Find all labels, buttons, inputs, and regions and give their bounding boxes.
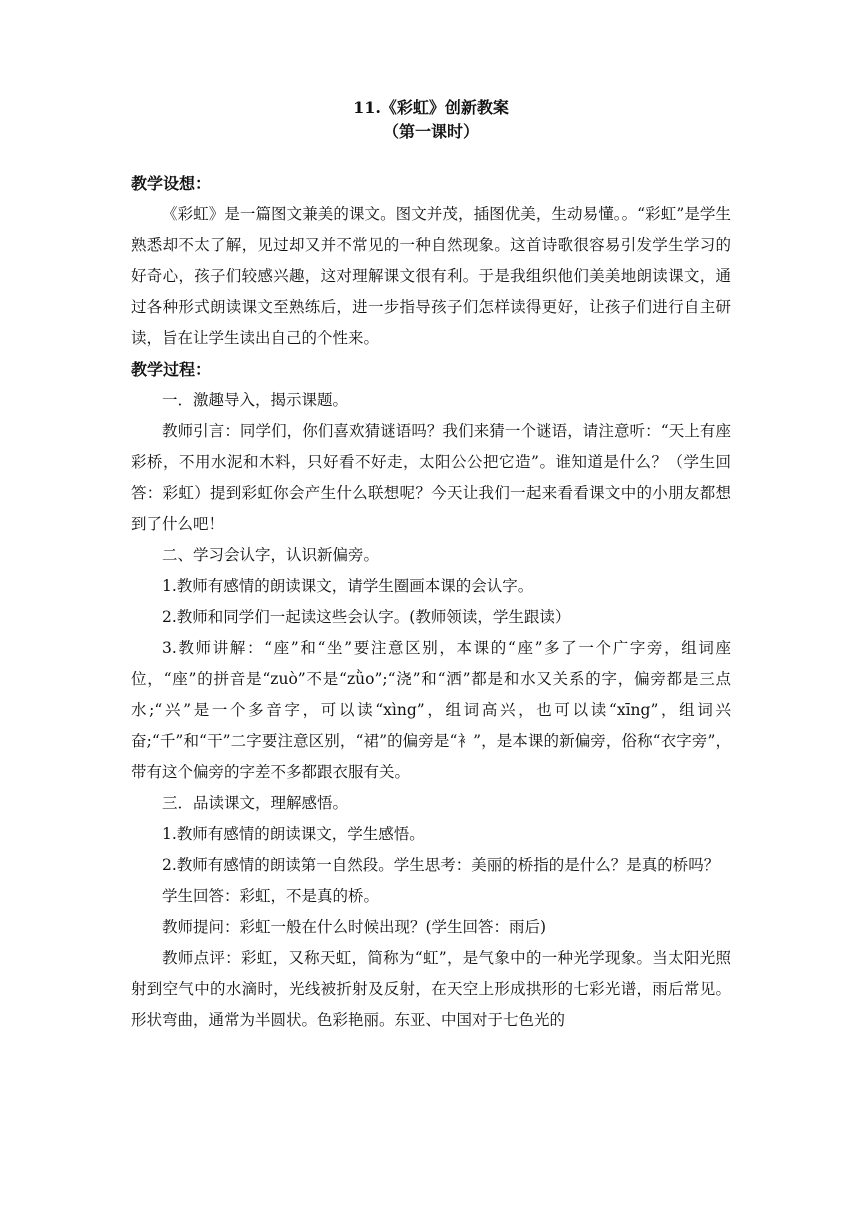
intro-paragraph: 《彩虹》是一篇图文兼美的课文。图文并茂，插图优美，生动易懂。。“彩虹”是学生熟悉却不太了解，见过却又并不常见的一种自然现象。这首诗歌很容易引发学生学习的好奇心，孩子们较感兴趣，这对理解课文很有利。于是我组织他们美美地朗读课文，通过各种形式朗读课文至熟练后，进一步指导孩子们怎样读得更好，让孩子们进行自主研读，旨在让学生读出自己的个性来。 xyxy=(131,205,731,347)
process-paragraph: 教师点评：彩虹，又称天虹，简称为“虹”，是气象中的一种光学现象。当太阳光照射到空气中的水滴时，光线被折射及反射，在天空上形成拱形的七彩光谱，雨后常见。形状弯曲，通常为半圆状。色彩艳丽。东亚、中国对于七色光的 xyxy=(131,949,731,1029)
process-paragraph: 1.教师有感情的朗读课文，学生感悟。 xyxy=(162,825,425,843)
process-paragraph: 2.教师有感情的朗读第一自然段。学生思考：美丽的桥指的是什么？是真的桥吗？ xyxy=(162,856,720,874)
process-paragraph: 3.教师讲解：“座”和“坐”要注意区别，本课的“座”多了一个广字旁，组词座位，“座”的拼音是“zuò”不是“zǜo”;“浇”和“洒”都是和水又关系的字，偏旁都是三点水;“兴”是一个多音字，可以读“xìng”，组词高兴，也可以读“xīng”，组词兴奋;“千”和“干”二字要注意区别，“裙”的偏旁是“衤”，是本课的新偏旁，俗称“衣字旁”，带有这个偏旁的字差不多都跟衣服有关。 xyxy=(131,639,731,781)
process-paragraph: 一．激趣导入，揭示课题。 xyxy=(162,391,349,409)
process-paragraph: 三．品读课文，理解感悟。 xyxy=(162,794,349,812)
document-title: 11.《彩虹》创新教案 xyxy=(353,98,509,117)
process-paragraph: 1.教师有感情的朗读课文，请学生圈画本课的会认字。 xyxy=(162,577,534,595)
process-paragraph: 教师引言：同学们，你们喜欢猜谜语吗？我们来猜一个谜语，请注意听：“天上有座彩桥，不用水泥和木料，只好看不好走，太阳公公把它造”。谁知道是什么？（学生回答：彩虹）提到彩虹你会产生什么联想呢？今天让我们一起来看看课文中的小朋友都想到了什么吧！ xyxy=(131,422,731,533)
process-paragraph: 2.教师和同学们一起读这些会认字。(教师领读，学生跟读） xyxy=(162,608,571,626)
section-heading-teaching-idea: 教学设想： xyxy=(131,174,212,193)
process-paragraph: 学生回答：彩虹，不是真的桥。 xyxy=(162,887,380,905)
process-paragraph: 教师提问：彩虹一般在什么时候出现？(学生回答：雨后) xyxy=(162,918,547,936)
section-heading-teaching-process: 教学过程： xyxy=(131,360,212,379)
document-body xyxy=(131,96,731,1036)
process-paragraph: 二、学习会认字，认识新偏旁。 xyxy=(162,546,380,564)
document-subtitle: （第一课时） xyxy=(382,122,479,141)
